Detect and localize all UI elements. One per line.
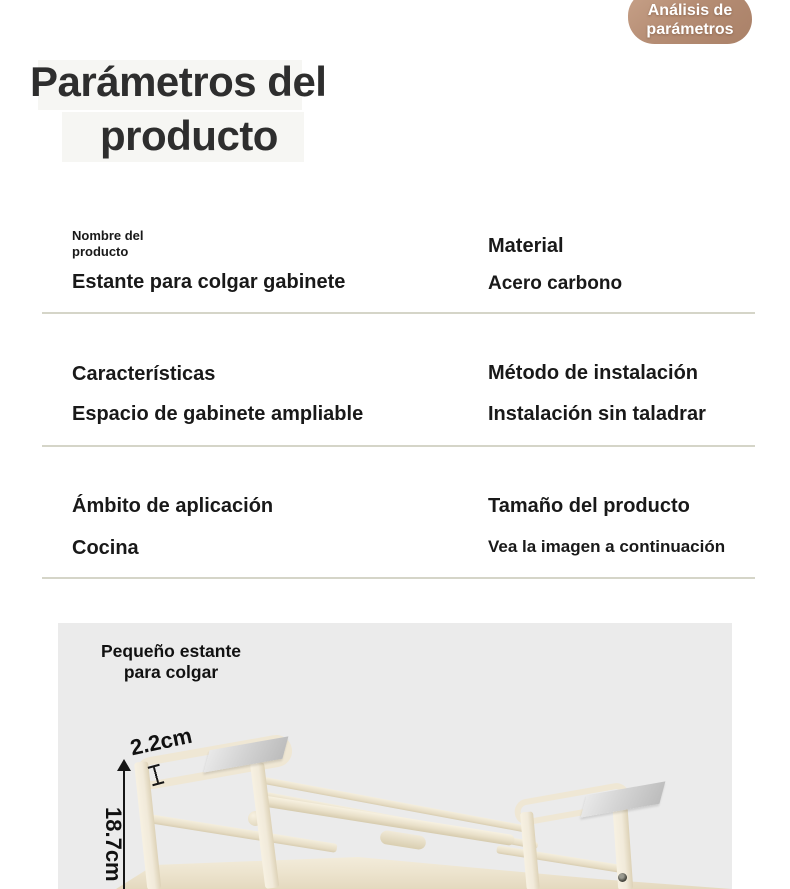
analysis-badge [628,0,752,44]
rack-bottom-rail-right [496,845,621,872]
spec-label: Material [488,235,564,257]
badge-line1: Análisis de [647,2,733,19]
page-title-line2: producto [100,112,278,159]
spec-cell-product-name [72,228,345,294]
divider [42,577,755,579]
spec-value: Cocina [72,537,139,559]
spec-label: Método de instalación [488,362,699,384]
spec-cell-features [72,362,363,426]
dimension-label-rail: 2.2cm [127,722,195,761]
spec-cell-size [488,494,725,559]
rack-front-rail [148,814,337,853]
spec-value: Instalación sin taladrar [488,403,706,425]
height-arrow-head [117,759,131,771]
spec-cell-material [488,234,622,296]
figure-caption-line1: Pequeño estante [100,641,242,661]
spec-cell-installation [488,361,706,426]
spec-value: Vea la imagen a continuación [488,537,726,556]
spec-label: Características [72,363,216,385]
spec-value: Espacio de gabinete ampliable [72,403,364,425]
spec-value: Estante para colgar gabinete [72,271,346,293]
screw-detail [618,873,627,882]
rod-sleeve-joint [379,829,427,850]
product-figure-panel [58,623,732,889]
figure-caption-line2: para colgar [123,662,219,682]
divider [42,312,755,314]
dimension-label-height: 18.7cm [101,807,126,882]
shelf-rack-illustration [58,623,732,889]
spec-value: Acero carbono [488,273,623,294]
spec-label: Ámbito de aplicación [72,495,274,517]
spec-label: Tamaño del producto [488,495,690,517]
badge-line2: parámetros [646,21,734,38]
spec-label: Nombre del producto [72,228,144,259]
divider [42,445,755,447]
spec-cell-scope [72,494,273,560]
page-title-line1: Parámetros del [30,58,327,105]
